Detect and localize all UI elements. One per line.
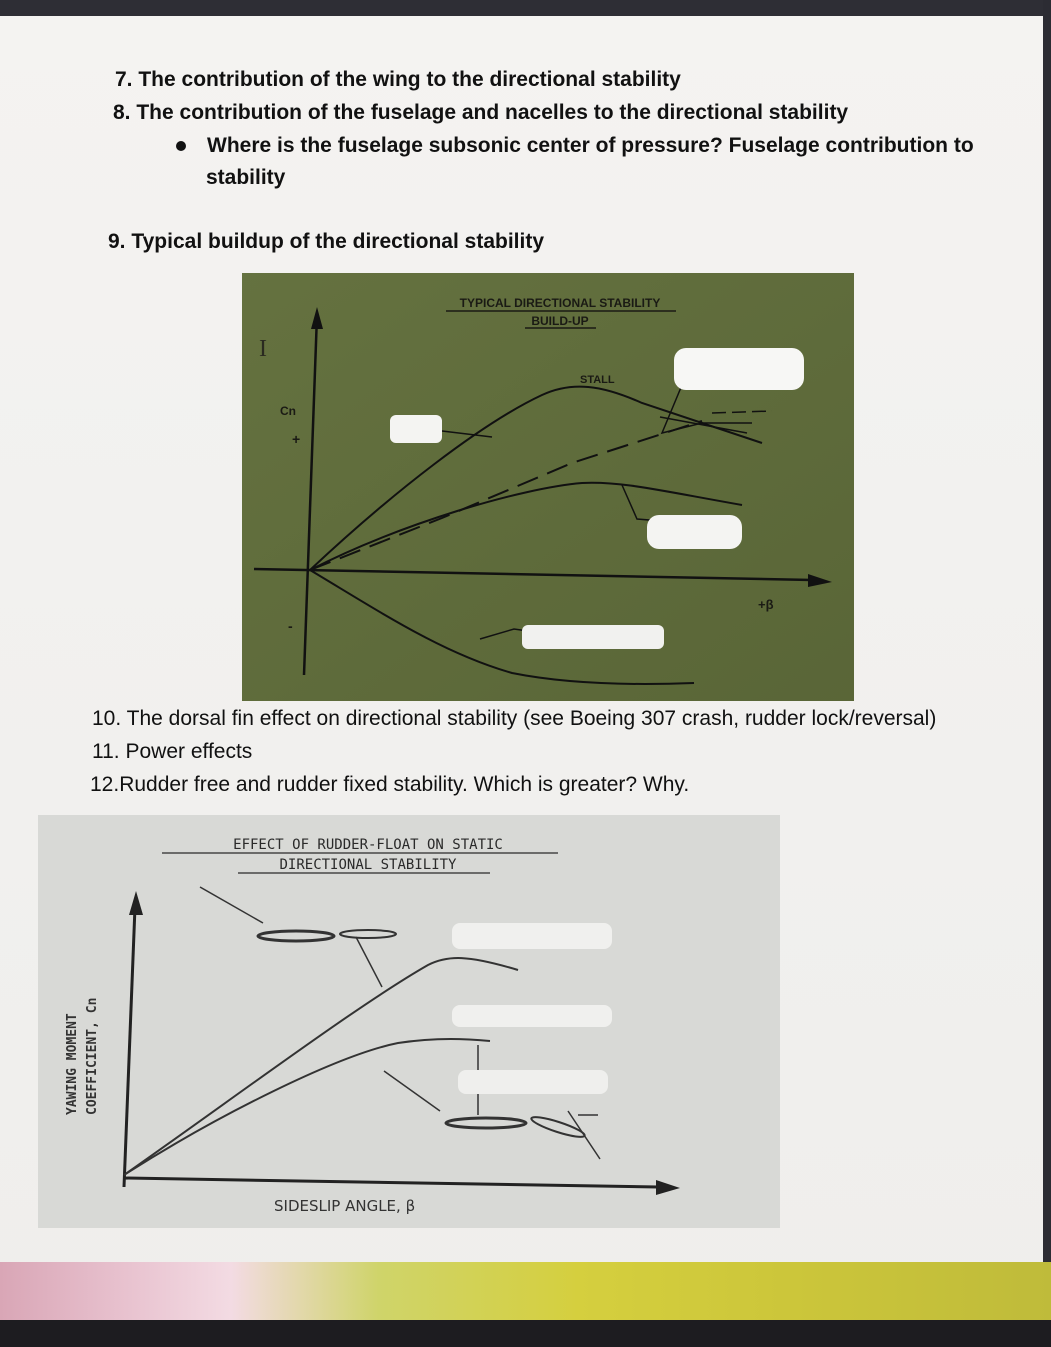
figure1-masked-label-2 — [674, 348, 804, 390]
desk-background — [0, 1262, 1051, 1347]
right-edge — [1043, 0, 1051, 1347]
top-edge — [0, 0, 1051, 16]
question-8: 8. The contribution of the fuselage and nacelles to the directional stability — [113, 101, 849, 124]
figure1-y-label: Cn — [280, 404, 296, 418]
bullet-line-2: stability — [206, 166, 286, 189]
figure2-x-label: SIDESLIP ANGLE, β — [274, 1197, 416, 1215]
bullet-dot — [176, 141, 186, 151]
figure1-title-line2: BUILD-UP — [531, 314, 589, 328]
desk-shadow — [0, 1320, 1051, 1347]
question-12: 12.Rudder free and rudder fixed stability. Which is greater? Why. — [90, 773, 690, 796]
figure1-minus-sign: - — [288, 618, 293, 634]
figure1-plus-sign: + — [292, 431, 301, 447]
figure1-title-line1: TYPICAL DIRECTIONAL STABILITY — [459, 296, 661, 310]
figure1-masked-label-4 — [522, 625, 664, 649]
figure1-stall-label: STALL — [580, 374, 615, 386]
question-11: 11. Power effects — [92, 740, 253, 763]
question-10: 10. The dorsal fin effect on directional stability (see Boeing 307 crash, rudder lock/reversal) — [92, 707, 937, 730]
figure2-masked-label-1 — [452, 923, 612, 949]
question-7: 7. The contribution of the wing to the directional stability — [115, 68, 681, 91]
figure2-masked-label-2 — [452, 1005, 612, 1027]
figure2-title-line2: DIRECTIONAL STABILITY — [279, 857, 457, 873]
figure1-masked-label-1 — [390, 415, 442, 443]
bullet-line-1: Where is the fuselage subsonic center of pressure? Fuselage contribution to — [207, 134, 974, 157]
figure2-y-label-line2: COEFFICIENT, Cn — [85, 997, 100, 1115]
question-9: 9. Typical buildup of the directional stability — [108, 230, 544, 253]
figure1-x-label: +β — [758, 597, 774, 612]
figure2-background — [38, 815, 780, 1228]
figure2-masked-label-3 — [458, 1070, 608, 1094]
figure2-y-label-line1: YAWING MOMENT — [65, 1013, 80, 1115]
figure1-roman-one: I — [259, 336, 267, 362]
figure-rudder-float-effect — [38, 815, 780, 1228]
figure2-title-line1: EFFECT OF RUDDER-FLOAT ON STATIC — [233, 837, 503, 853]
figure1-masked-label-3 — [647, 515, 742, 549]
figure-directional-stability-buildup — [242, 273, 854, 701]
